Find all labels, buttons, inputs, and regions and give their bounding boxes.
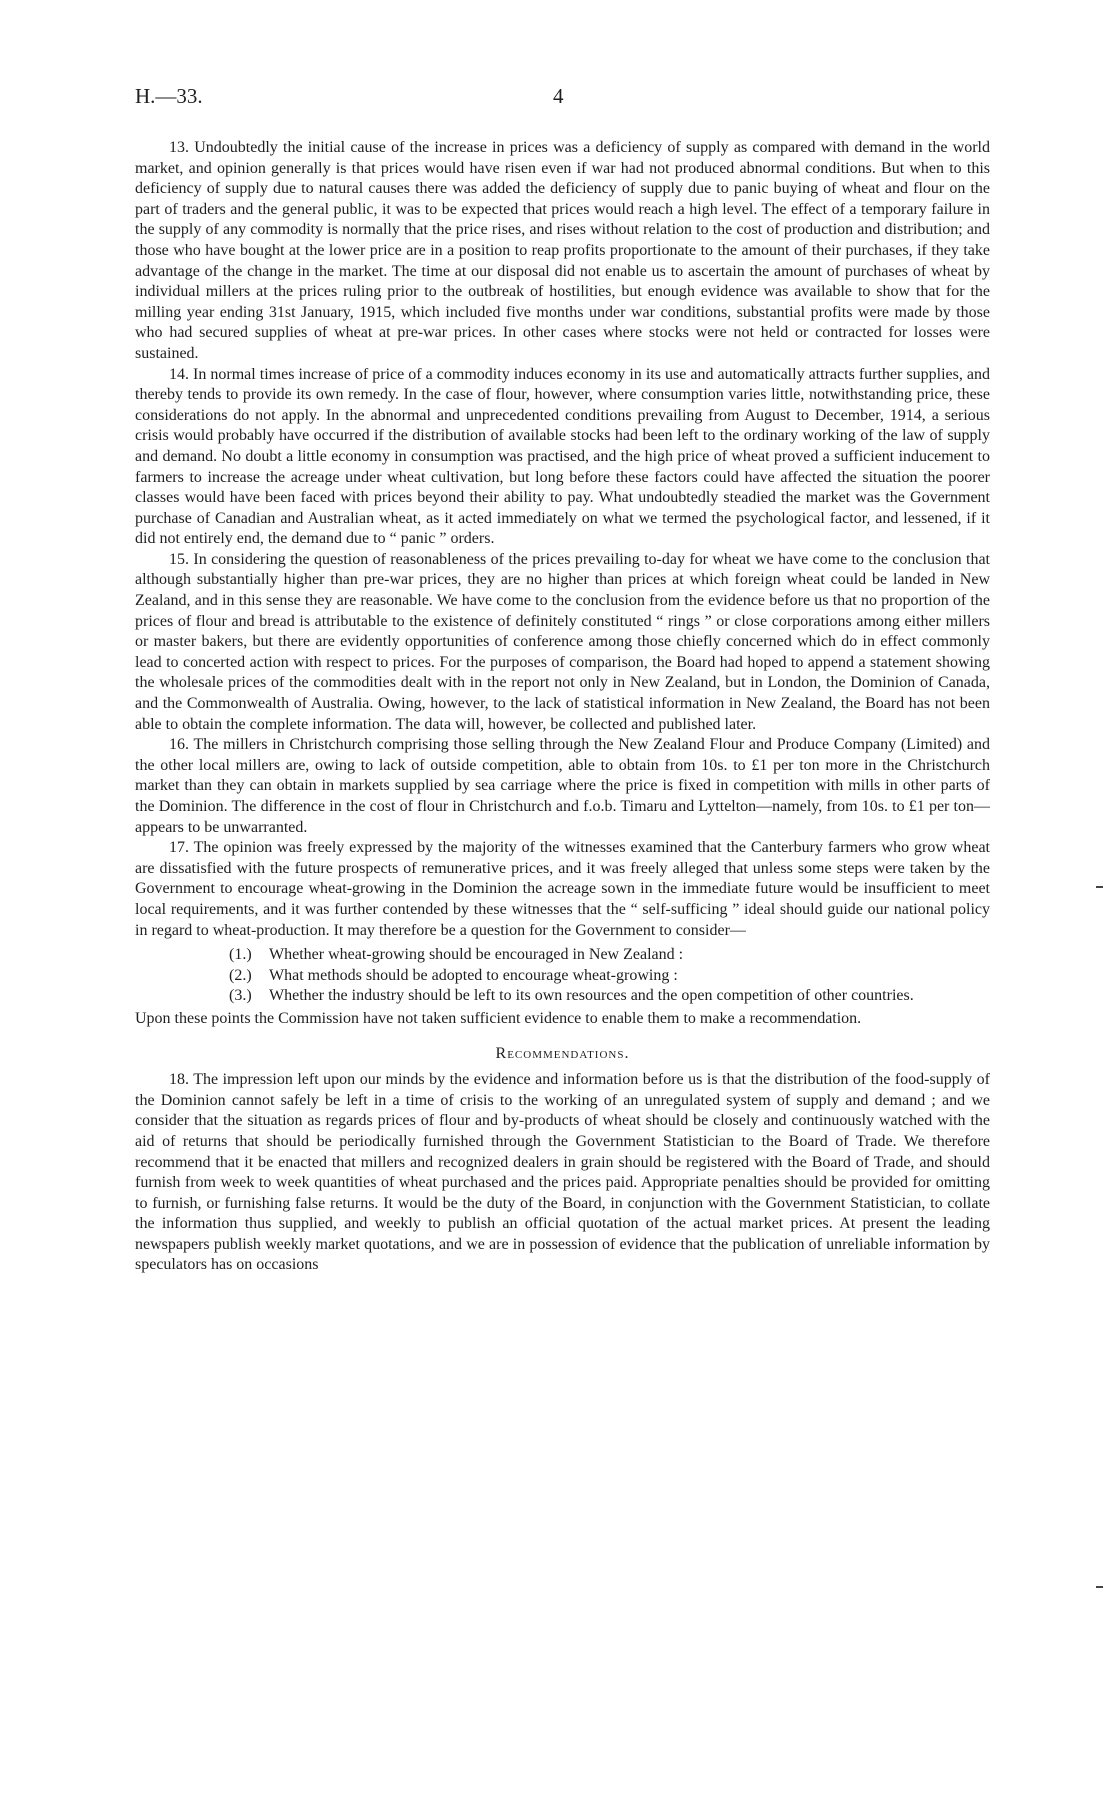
closing-paragraph: Upon these points the Commission have not taken sufficient evidence to enable them to make a recommendation. [135,1009,862,1027]
body-text [135,138,990,1276]
list-item-number: (2.) [229,966,252,984]
paragraph-17: 17. The opinion was freely expressed by the majority of the witnesses examined that the Canterbury farmers who grow wheat are dissatisfied with the future prospects of remunerative prices, and it was freely alleged that unless some steps were taken by the Government to encourage wheat-growing in the Dominion the acreage sown in the immediate future would be insufficient to meet local requirements, and it was further contended by these witnesses that the “ self-sufficing ” ideal should guide our national policy in regard to wheat-production. It may therefore be a question for the Government to consider— [135,839,990,939]
document-reference: H.—33. [135,84,203,108]
paragraph-18: 18. The impression left upon our minds by the evidence and information before us is that the distribution of the food-supply of the Dominion cannot safely be left in a time of crisis to the working of an unregulated system of supply and demand ; and we consider that the situation as regards prices of flour and by-products of wheat should be closely and continuously watched with the aid of returns that should be periodically furnished through the Government Statistician to the Board of Trade. We therefore recommend that it be enacted that millers and recognized dealers in grain should be registered with the Board of Trade, and should furnish from week to week quantities of wheat purchased and the prices paid. Appropriate penalties should be provided for omitting to furnish, or furnishing false returns. It would be the duty of the Board, in conjunction with the Government Statistician, to collate the information thus supplied, and weekly to publish an official quotation of the actual market prices. At present the leading newspapers publish weekly market quotations, and we are in possession of evidence that the publication of unreliable information by speculators has on occasions [135,1071,990,1274]
margin-mark [1096,886,1103,888]
question-list [135,945,990,1007]
list-item-number: (3.) [229,987,252,1005]
paragraph-16: 16. The millers in Christchurch comprising those selling through the New Zealand Flour and Produce Company (Limited) and the other local millers are, owing to lack of outside competition, able to obtain from 10s. to £1 per ton more in the Christchurch market than they can obtain in markets supplied by sea carriage where the price is fixed in competition with mills in other parts of the Dominion. The difference in the cost of flour in Christchurch and f.o.b. Timaru and Lyttelton—namely, from 10s. to £1 per ton—appears to be unwarranted. [135,736,990,836]
list-item [135,966,990,987]
margin-mark [1096,1586,1103,1588]
paragraph-13: 13. Undoubtedly the initial cause of the increase in prices was a deficiency of supply as compared with demand in the world market, and opinion generally is that prices would have risen even if war had not produced abnormal conditions. But when to this deficiency of supply due to natural causes there was added the deficiency of supply due to panic buying of wheat and flour on the part of traders and the general public, it was to be expected that prices would reach a high level. The effect of a temporary failure in the supply of any commodity is normally that the price rises, and rises without relation to the cost of production and distribution; and those who have bought at the lower price are in a position to reap profits proportionate to the amount of their purchases, if they take advantage of the change in the market. The time at our disposal did not enable us to ascertain the amount of purchases of wheat by individual millers at the prices ruling prior to the outbreak of hostilities, but enough evidence was available to show that for the milling year ending 31st January, 1915, which included five months under war conditions, substantial profits were made by those who had secured supplies of wheat at pre-war prices. In other cases where stocks were not held or contracted for losses were sustained. [135,139,990,362]
page-number: 4 [553,84,564,108]
list-item [135,986,990,1007]
list-item-text: Whether wheat-growing should be encouraged in New Zealand : [269,946,684,964]
list-item-number: (1.) [229,946,252,964]
list-item-text: Whether the industry should be left to its own resources and the open competition of other countries. [269,987,914,1005]
page-header [135,84,990,114]
list-item [135,945,990,966]
list-item-text: What methods should be adopted to encourage wheat-growing : [269,966,678,984]
paragraph-15: 15. In considering the question of reasonableness of the prices prevailing to-day for wheat we have come to the conclusion that although substantially higher than pre-war prices, they are no higher than prices at which foreign wheat could be landed in New Zealand, and in this sense they are reasonable. We have come to the conclusion from the evidence before us that no proportion of the prices of flour and bread is attributable to the existence of definitely constituted “ rings ” or close corporations among either millers or master bakers, but there are evidently opportunities of conference among those chiefly concerned which do in effect commonly lead to concerted action with respect to prices. For the purposes of comparison, the Board had hoped to append a statement showing the wholesale prices of the commodities dealt with in the report not only in New Zealand, but in London, the Dominion of Canada, and the Commonwealth of Australia. Owing, however, to the lack of statistical information in New Zealand, the Board has not been able to obtain the complete information. The data will, however, be collected and published later. [135,550,990,733]
paragraph-14: 14. In normal times increase of price of a commodity induces economy in its use and automatically attracts further supplies, and thereby tends to provide its own remedy. In the case of flour, however, where consumption varies little, notwithstanding price, these considerations do not apply. In the abnormal and unprecedented conditions prevailing from August to December, 1914, a serious crisis would probably have occurred if the distribution of available stocks had been left to the ordinary working of the law of supply and demand. No doubt a little economy in consumption was practised, and the high price of wheat proved a sufficient inducement to farmers to increase the acreage under wheat cultivation, but long before these factors could have affected the situation the poorer classes would have been faced with prices beyond their ability to pay. What undoubtedly steadied the market was the Government purchase of Canadian and Australian wheat, as it acted immediately on what we termed the psychological factor, and lessened, if it did not entirely end, the demand due to “ panic ” orders. [135,365,990,548]
section-heading: Recommendations. [495,1044,630,1062]
